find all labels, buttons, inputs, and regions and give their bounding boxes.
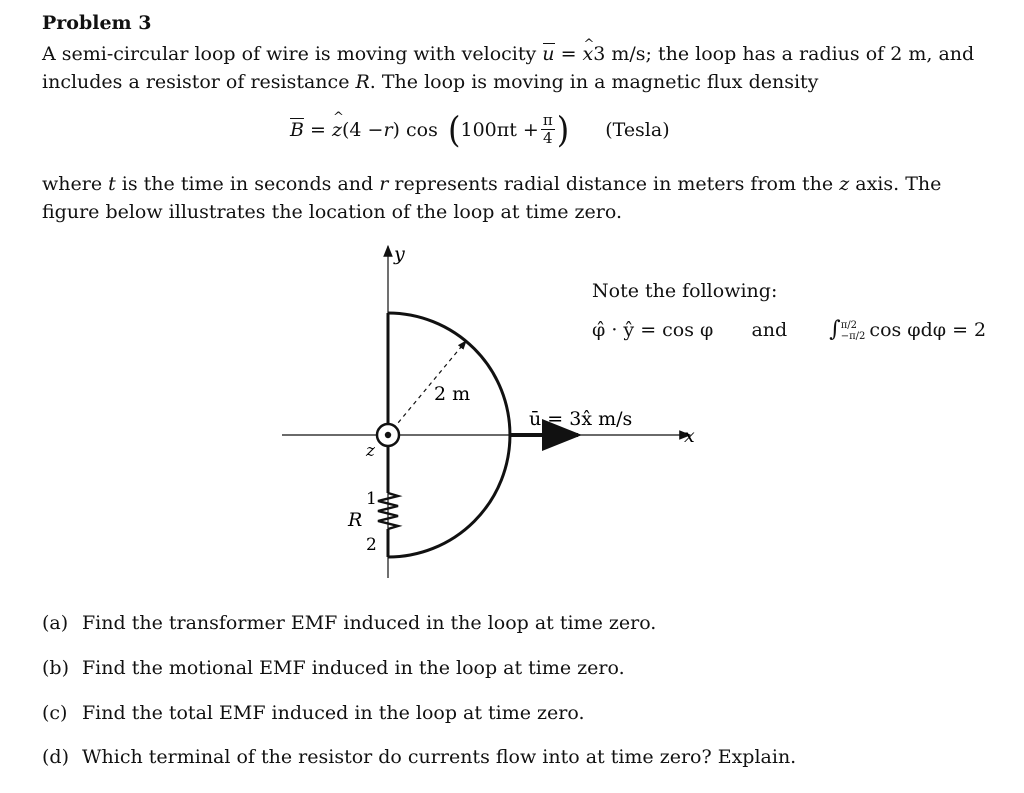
pi-over-four: $\frac{\pi}{4}$ (542, 111, 553, 147)
velocity-symbol: u (542, 40, 554, 68)
x-hat-symbol: x ^ (583, 40, 594, 68)
terminal-1-label: 1 (366, 489, 377, 509)
note-identities: φ̂ · ŷ = cos φ and ∫ π/2 −π/2 cos φdφ = 2 (592, 317, 987, 342)
where-paragraph: where t is the time in seconds and r represents radial distance in meters from the z axis. The figure below illustrates the location of the loop at time zero. (42, 173, 942, 223)
question-c: (c) Find the total EMF induced in the loop at time zero. (42, 702, 585, 724)
question-d: (d) Which terminal of the resistor do currents flow into at time zero? Explain. (42, 746, 797, 768)
unit-label: (Tesla) (605, 118, 670, 141)
radius-label: 2 m (434, 383, 471, 405)
flux-density-equation: $\overline{B}$ = z ^ (4 − r ) cos ( 100πt + $\frac{\pi}{4}$ ) (Tesla) (290, 112, 670, 147)
z-hat-symbol: z ^ (332, 119, 342, 141)
resistor-label: R (348, 509, 363, 531)
note-heading: Note the following: (592, 280, 778, 302)
z-axis-label: z (366, 441, 375, 461)
problem-title: Problem 3 (42, 12, 152, 34)
velocity-label: ū = 3x̂ m/s (529, 408, 633, 430)
question-b: (b) Find the motional EMF induced in the loop at time zero. (42, 657, 625, 679)
x-axis-label: x (684, 425, 695, 447)
terminal-2-label: 2 (366, 535, 377, 555)
y-axis-label: y (394, 243, 405, 265)
intro-paragraph: A semi-circular loop of wire is moving with velocity u = x ^3 m/s; the loop has a radius of 2 m, and includes a resistor of resistance R. The loop is moving in a magnetic flux density (42, 40, 982, 96)
question-a: (a) Find the transformer EMF induced in the loop at time zero. (42, 612, 657, 634)
